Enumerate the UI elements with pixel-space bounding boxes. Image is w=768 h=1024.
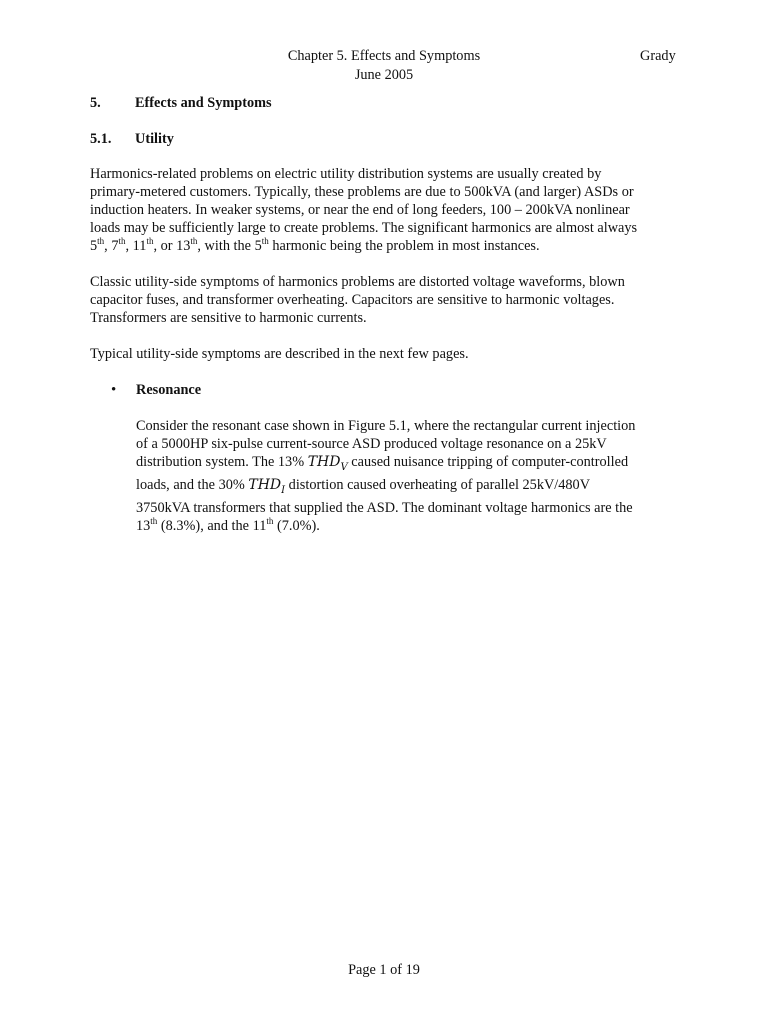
text-fragment: , with the [197, 238, 255, 254]
bullet-title: Resonance [136, 382, 202, 398]
text-line: Classic utility-side symptoms of harmonics problems are distorted voltage waveforms, blown [90, 274, 625, 290]
ordinal-suffix: th [150, 516, 158, 526]
harmonic-order: 11 [252, 518, 267, 534]
ordinal-suffix: th [190, 236, 198, 246]
text-line: loads may be sufficiently large to create problems. The significant harmonics are almost always [90, 220, 638, 236]
ordinal-suffix: th [261, 236, 269, 246]
thd-v-symbol [307, 454, 348, 473]
text-line-thdv [136, 453, 676, 473]
harmonic-order: 5 [254, 238, 262, 254]
harmonic-order: 13 [176, 238, 191, 254]
text-fragment: caused nuisance tripping of computer-controlled [347, 454, 629, 470]
thd-text: THD [248, 477, 282, 493]
text-line: capacitor fuses, and transformer overheating. Capacitors are sensitive to harmonic voltages. [90, 292, 615, 308]
ordinal-suffix: th [97, 236, 105, 246]
text-fragment: distortion caused overheating of parallel 25kV/480V [285, 477, 591, 493]
paragraph-resonance [136, 417, 676, 535]
thd-subscript: I [281, 485, 286, 496]
section-number: 5. [90, 95, 101, 111]
text-fragment: distribution system. The 13% [136, 454, 308, 470]
paragraph-intro [90, 165, 690, 255]
section-title: Effects and Symptoms [135, 95, 272, 111]
text-line-dominant [136, 517, 676, 535]
thd-subscript: V [340, 462, 348, 473]
text-line-harmonics [90, 237, 690, 255]
page-number: Page 1 of 19 [348, 962, 420, 978]
text-fragment: (7.0%). [273, 518, 320, 534]
separator: , [104, 238, 112, 254]
text-line: 3750kVA transformers that supplied the ASD. The dominant voltage harmonics are the [136, 500, 633, 516]
harmonic-order: 7 [111, 238, 119, 254]
thd-i-symbol [248, 477, 286, 496]
text-line: Transformers are sensitive to harmonic currents. [90, 310, 367, 326]
text-line-thdi [136, 476, 676, 496]
separator: , or [153, 238, 177, 254]
subsection-title: Utility [135, 131, 174, 147]
text-line: Harmonics-related problems on electric utility distribution systems are usually created by [90, 166, 602, 182]
text-fragment: (8.3%), and the [157, 518, 253, 534]
paragraph-typical [90, 345, 690, 363]
text-line: Typical utility-side symptoms are described in the next few pages. [90, 346, 469, 362]
text-line: primary-metered customers. Typically, these problems are due to 500kVA (and larger) ASDs or [90, 184, 634, 200]
header-author: Grady [640, 48, 676, 64]
paragraph-symptoms [90, 273, 690, 327]
thd-text: THD [307, 454, 341, 470]
harmonic-order: 13 [136, 518, 151, 534]
bullet-icon: • [111, 382, 117, 398]
header-date: June 2005 [354, 67, 414, 83]
separator: , [125, 238, 133, 254]
text-line: Consider the resonant case shown in Figure 5.1, where the rectangular current injection [136, 418, 636, 434]
text-line: induction heaters. In weaker systems, or near the end of long feeders, 100 – 200kVA nonlinear [90, 202, 630, 218]
text-fragment: harmonic being the problem in most instances. [268, 238, 540, 254]
ordinal-suffix: th [118, 236, 126, 246]
text-fragment: loads, and the 30% [136, 477, 249, 493]
header-chapter-title: Chapter 5. Effects and Symptoms [287, 48, 481, 64]
text-line: of a 5000HP six-pulse current-source ASD produced voltage resonance on a 25kV [136, 436, 607, 452]
ordinal-suffix: th [146, 236, 154, 246]
harmonic-order: 5 [90, 238, 98, 254]
subsection-number: 5.1. [90, 131, 112, 147]
ordinal-suffix: th [266, 516, 274, 526]
harmonic-order: 11 [132, 238, 147, 254]
